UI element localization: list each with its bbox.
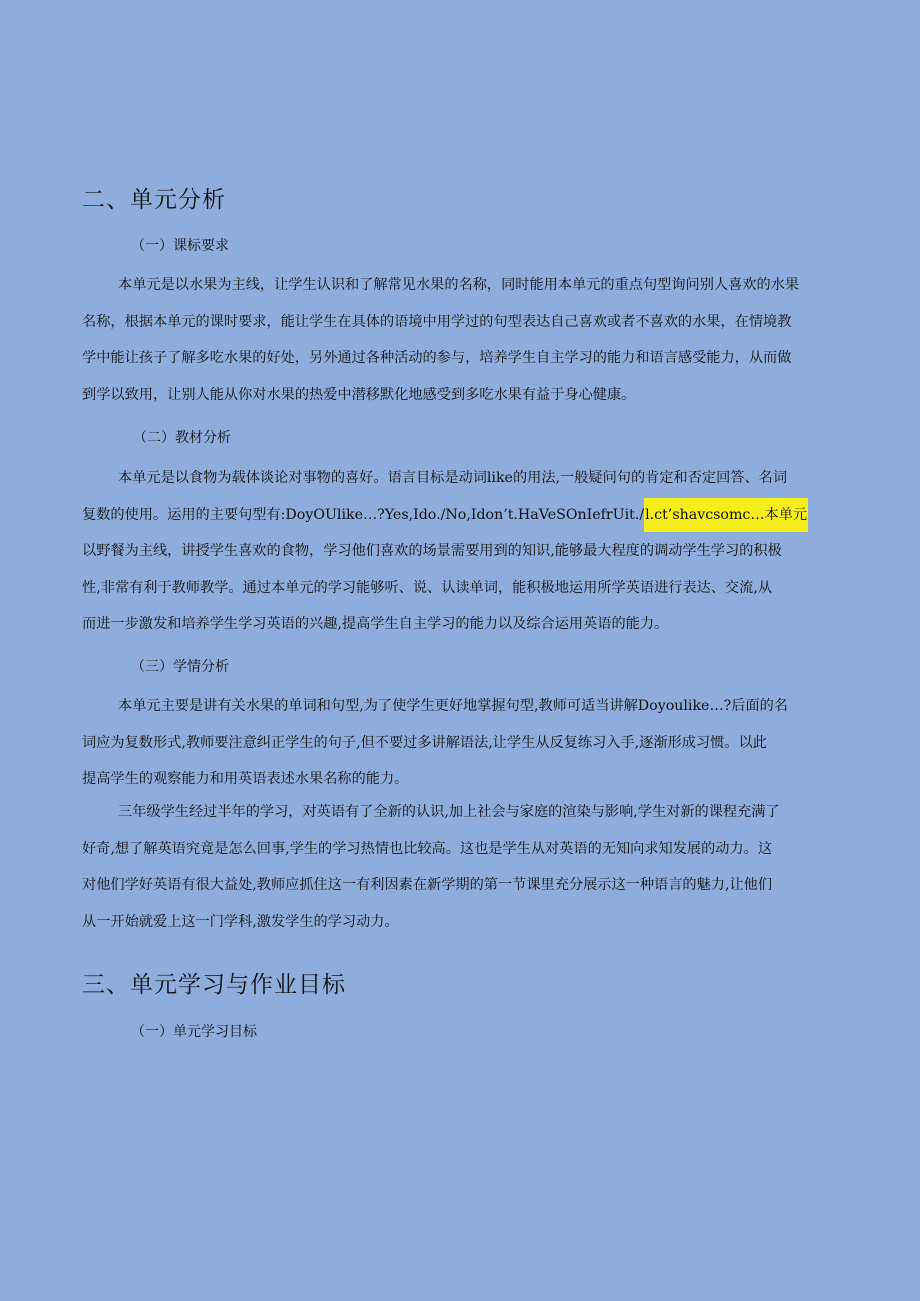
sentence-patterns-text: 复数的使用。运用的主要句型有:DoyOUlike…?Yes,Ido./No,Idon’t.HaVeSOnIefrUit./ [82,506,645,523]
paragraph-line-with-highlight [82,497,854,534]
paragraph-line: 以野餐为主线，讲授学生喜欢的食物，学习他们喜欢的场景需要用到的知识,能够最大程度的调动学生学习的积极 [82,543,782,559]
paragraph-line: 三年级学生经过半年的学习，对英语有了全新的认识,加上社会与家庭的渲染与影响,学生对新的课程充满了 [118,804,780,820]
subsection-2-1-heading: （一）课标要求 [131,238,229,254]
highlighted-text: l.ct’shavcsomc…本单元 [644,498,808,532]
subsection-2-3-heading: （三）学情分析 [131,659,229,675]
section-2-heading: 二、单元分析 [82,187,226,213]
paragraph-line: 好奇,想了解英语究竟是怎么回事,学生的学习热情也比较高。这也是学生从对英语的无知向求知发展的动力。这 [82,840,773,857]
section-3-heading: 三、单元学习与作业目标 [82,972,346,998]
paragraph-line: 名称，根据本单元的课时要求，能让学生在具体的语境中用学过的句型表达自己喜欢或者不喜欢的水果，在情境教 [82,313,792,330]
paragraph-curriculum-requirements [82,267,854,413]
paragraph-line: 本单元主要是讲有关水果的单词和句型,为了使学生更好地掌握句型,教师可适当讲解Doyoulike…?后面的名 [118,698,788,714]
paragraph-line: 到学以致用，让别人能从你对水果的热爱中潜移默化地感受到多吃水果有益于身心健康。 [82,386,636,403]
paragraph-learner-analysis-1 [82,688,854,798]
subsection-3-1-heading: （一）单元学习目标 [131,1024,257,1040]
paragraph-line: 对他们学好英语有很大益处,教师应抓住这一有利因素在新学期的第一节课里充分展示这一种语言的魅力,让他们 [82,877,773,893]
paragraph-line: 本单元是以水果为主线，让学生认识和了解常见水果的名称，同时能用本单元的重点句型询问别人喜欢的水果 [118,277,800,293]
subsection-2-2-heading: （二）教材分析 [133,430,231,446]
paragraph-learner-analysis-2 [82,794,854,940]
paragraph-line: 本单元是以食物为载体谈论对事物的喜好。语言目标是动词like的用法,一般疑问句的肯定和否定回答、名词 [118,470,788,486]
paragraph-line: 词应为复数形式,教师要注意纠正学生的句子,但不要过多讲解语法,让学生从反复练习入手,逐渐形成习惯。以此 [82,734,767,751]
paragraph-line: 学中能让孩子了解多吃水果的好处，另外通过各种活动的参与，培养学生自主学习的能力和语言感受能力，从而做 [82,350,792,366]
paragraph-line: 性,非常有利于教师教学。通过本单元的学习能够听、说、认读单词，能积极地运用所学英语进行表达、交流,从 [82,579,773,596]
paragraph-line: 从一开始就爱上这一门学科,激发学生的学习动力。 [82,913,399,930]
paragraph-textbook-analysis [82,460,854,643]
paragraph-line: 提高学生的观察能力和用英语表述水果名称的能力。 [82,771,409,787]
paragraph-line: 而进一步激发和培养学生学习英语的兴趣,提高学生自主学习的能力以及综合运用英语的能力。 [82,616,669,632]
